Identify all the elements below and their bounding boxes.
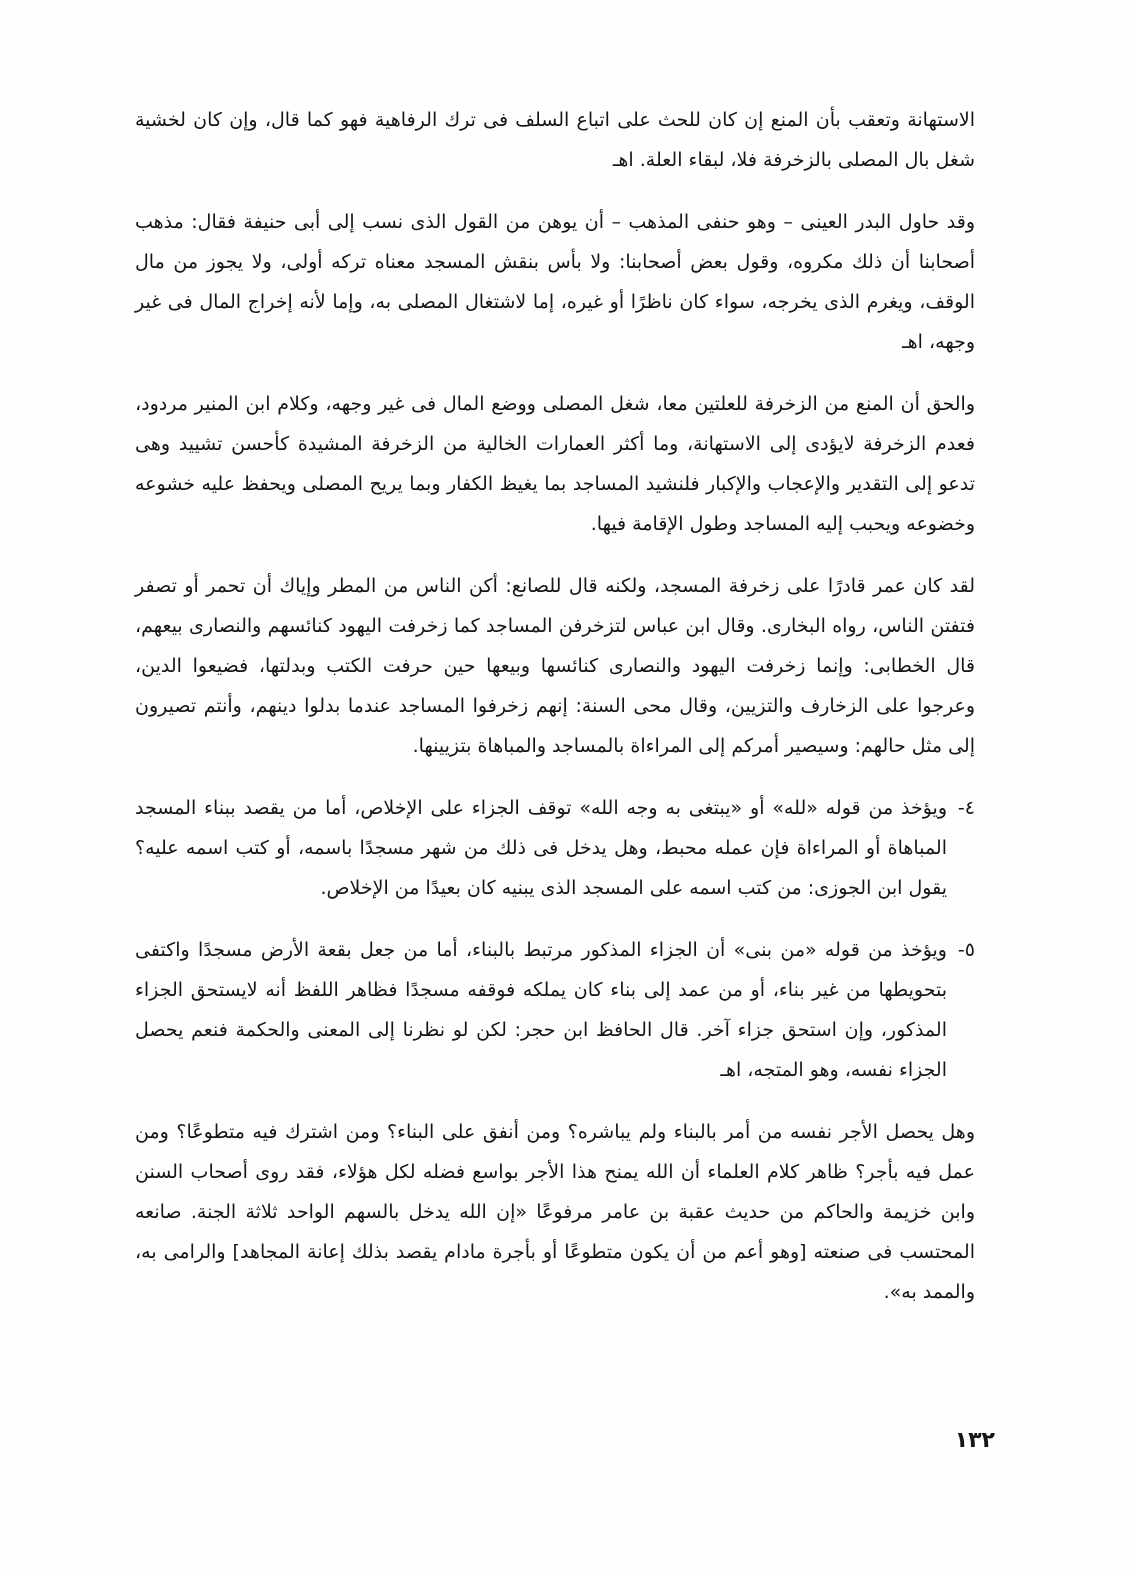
item-text: ويؤخذ من قوله «لله» أو «يبتغى به وجه الله» توقف الجزاء على الإخلاص، أما من يقصد ببناء المسجد المباهاة أو المراءاة فإن عمله محبط، وهل يدخل فى ذلك من شهر مسجدًا باسمه، أو كتب اسمه عليه؟ يقول ابن الجوزى: من كتب اسمه على المسجد الذى يبنيه كان بعيدًا من الإخلاص.: [135, 797, 947, 899]
paragraph-1: الاستهانة وتعقب بأن المنع إن كان للحث على اتباع السلف فى ترك الرفاهية فهو كما قال، وإن كان لخشية شغل بال المصلى بالزخرفة فلا، لبقاء العلة. اهـ: [135, 109, 975, 171]
closing-paragraph: وهل يحصل الأجر نفسه من أمر بالبناء ولم يباشره؟ ومن أنفق على البناء؟ ومن اشترك فيه متطوعًا؟ ومن عمل فيه بأجر؟ ظاهر كلام العلماء أن الله يمنح هذا الأجر بواسع فضله لكل هؤلاء، فقد روى أصحاب السنن وابن خزيمة والحاكم من حديث عقبة بن عامر مرفوعًا «إن الله يدخل بالسهم الواحد ثلاثة الجنة. صانعه المحتسب فى صنعته [وهو أعم من أن يكون متطوعًا أو بأجرة مادام يقصد بذلك إعانة المجاهد] والرامى به، والممد به».: [135, 1121, 975, 1303]
paragraph-3: والحق أن المنع من الزخرفة للعلتين معا، شغل المصلى ووضع المال فى غير وجهه، وكلام ابن المنير مردود، فعدم الزخرفة لايؤدى إلى الاستهانة، وما أكثر العمارات الخالية من الزخرفة المشيدة كأحسن تشييد وهى تدعو إلى التقدير والإعجاب والإكبار فلنشيد المساجد بما يغيظ الكفار وبما يريح المصلى ويحفظ عليه خشوعه وخضوعه ويحبب إليه المساجد وطول الإقامة فيها.: [135, 393, 975, 535]
body-text: [135, 100, 975, 1334]
item-number: ٤-: [957, 797, 975, 819]
paragraph-2: وقد حاول البدر العينى – وهو حنفى المذهب – أن يوهن من القول الذى نسب إلى أبى حنيفة فقال: مذهب أصحابنا أن ذلك مكروه، وقول بعض أصحابنا: ولا بأس بنقش المسجد معناه تركه أولى، ولا يجوز من مال الوقف، ويغرم الذى يخرجه، سواء كان ناظرًا أو غيره، إما لاشتغال المصلى به، وإما لأنه إخراج المال فى غير وجهه، اهـ: [135, 211, 975, 353]
paragraph-4: لقد كان عمر قادرًا على زخرفة المسجد، ولكنه قال للصانع: أكن الناس من المطر وإياك أن تحمر أو تصفر فتفتن الناس، رواه البخارى. وقال ابن عباس لتزخرفن المساجد كما زخرفت اليهود كنائسهم والنصارى بيعهم، قال الخطابى: وإنما زخرفت اليهود والنصارى كنائسها وبيعها حين حرفت الكتب وبدلتها، فضيعوا الدين، وعرجوا على الزخارف والتزيين، وقال محى السنة: إنهم زخرفوا المساجد عندما بدلوا دينهم، وأنتم تصيرون إلى مثل حالهم: وسيصير أمركم إلى المراءاة بالمساجد والمباهاة بتزيينها.: [135, 575, 975, 757]
numbered-item-5: [135, 930, 975, 1090]
numbered-item-4: [135, 788, 975, 908]
item-number: ٥-: [957, 939, 975, 961]
page-number: ١٣٢: [954, 1428, 995, 1453]
item-text: ويؤخذ من قوله «من بنى» أن الجزاء المذكور مرتبط بالبناء، أما من جعل بقعة الأرض مسجدًا واكتفى بتحويطها من غير بناء، أو من عمد إلى بناء كان يملكه فوقفه مسجدًا فظاهر اللفظ أنه لايستحق الجزاء المذكور، وإن استحق جزاء آخر. قال الحافظ ابن حجر: لكن لو نظرنا إلى المعنى والحكمة فنعم يحصل الجزاء نفسه، وهو المتجه، اهـ: [135, 939, 947, 1081]
